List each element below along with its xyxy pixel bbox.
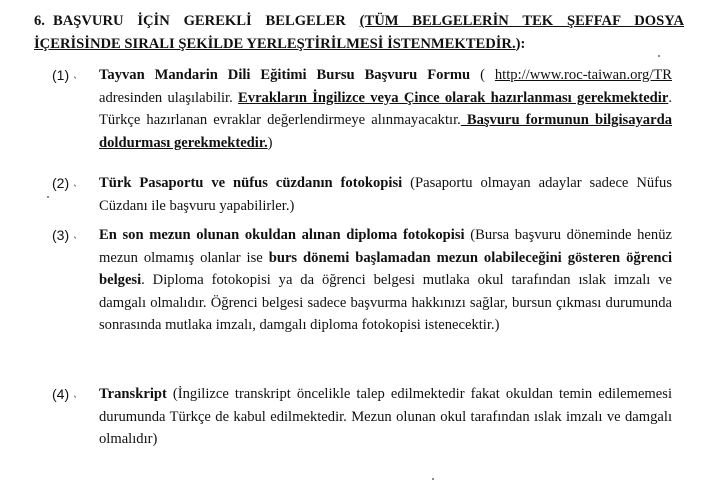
section-title-end: ):	[515, 35, 526, 52]
list-item-2: (2) ˴ Türk Pasaportu ve nüfus cüzdanın fotokopisi (Pasaportu olmayan adaylar sadece Nüfus Cüzdanı ile başvuru yapabilirler.)	[52, 172, 672, 217]
computer-fill-requirement: Başvuru formunun bilgisayarda doldurması gerekmektedir.	[99, 112, 672, 151]
section-heading	[34, 10, 684, 55]
scan-speck	[432, 478, 434, 480]
item-marker: (3) ˴	[52, 227, 77, 243]
list-item-4: (4) ˴ Transkript (İngilizce transkript öncelikle talep edilmektedir fakat okuldan temin edilememesi durumunda Türkçe de kabul edilmektedir. Mezun olunan okul tarafından ıslak imzalı ve damgalı olmalıdır)	[52, 383, 672, 451]
form-link[interactable]: http://www.roc-taiwan.org/TR	[494, 67, 672, 83]
scan-speck	[47, 196, 49, 198]
section-number: 6.	[34, 13, 45, 29]
language-requirement: Evrakların İngilizce veya Çince olarak hazırlanması gerekmektedir	[238, 89, 669, 106]
list-item-1: (1) ˴ Tayvan Mandarin Dili Eğitimi Bursu Başvuru Formu ( http://www.roc-taiwan.org/TR adresinden ulaşılabilir. Evrakların İngilizce veya Çince olarak hazırlanması gerekmektedir. Türkçe hazırlanan evraklar değerlendirmeye alınmayacaktır. Başvuru formunun bilgisayarda doldurması gerekmektedir.)	[52, 64, 672, 154]
scan-speck	[658, 55, 660, 57]
item-title: Transkript	[99, 386, 167, 402]
item-title: Türk Pasaportu ve nüfus cüzdanın fotokopisi	[99, 175, 403, 191]
item-title: Tayvan Mandarin Dili Eğitimi Bursu Başvuru Formu	[99, 67, 471, 83]
item-title: En son mezun olunan okuldan alınan diploma fotokopisi	[99, 227, 465, 243]
item-marker: (4) ˴	[52, 386, 77, 402]
section-title: BAŞVURU İÇİN GEREKLİ BELGELER	[53, 13, 360, 29]
student-certificate-note: burs dönemi başlamadan mezun olabileceğini gösteren öğrenci belgesi	[99, 249, 672, 288]
list-item-3: (3) ˴ En son mezun olunan okuldan alınan diploma fotokopisi (Bursa başvuru döneminde henüz mezun olmamış olanlar ise burs dönemi başlamadan mezun olabileceğini gösteren öğrenci belgesi. Diploma fotokopisi ya da öğrenci belgesi mutlaka okul tarafından ıslak imzalı ve damgalı olmalıdır. Öğrenci belgesi sadece başvurma hakkınızı sağlar, bursun çıkması durumunda sonrasında mutlaka imzalı, damgalı diploma fotokopisi istenecektir.)	[52, 224, 672, 337]
item-marker: (2) ˴	[52, 175, 77, 191]
item-marker: (1) ˴	[52, 67, 77, 83]
section-title-underlined: (TÜM BELGELERİN TEK ŞEFFAF DOSYA İÇERİSİNDE SIRALI ŞEKİLDE YERLEŞTİRİLMESİ İSTENMEKTEDİR.	[34, 13, 685, 52]
